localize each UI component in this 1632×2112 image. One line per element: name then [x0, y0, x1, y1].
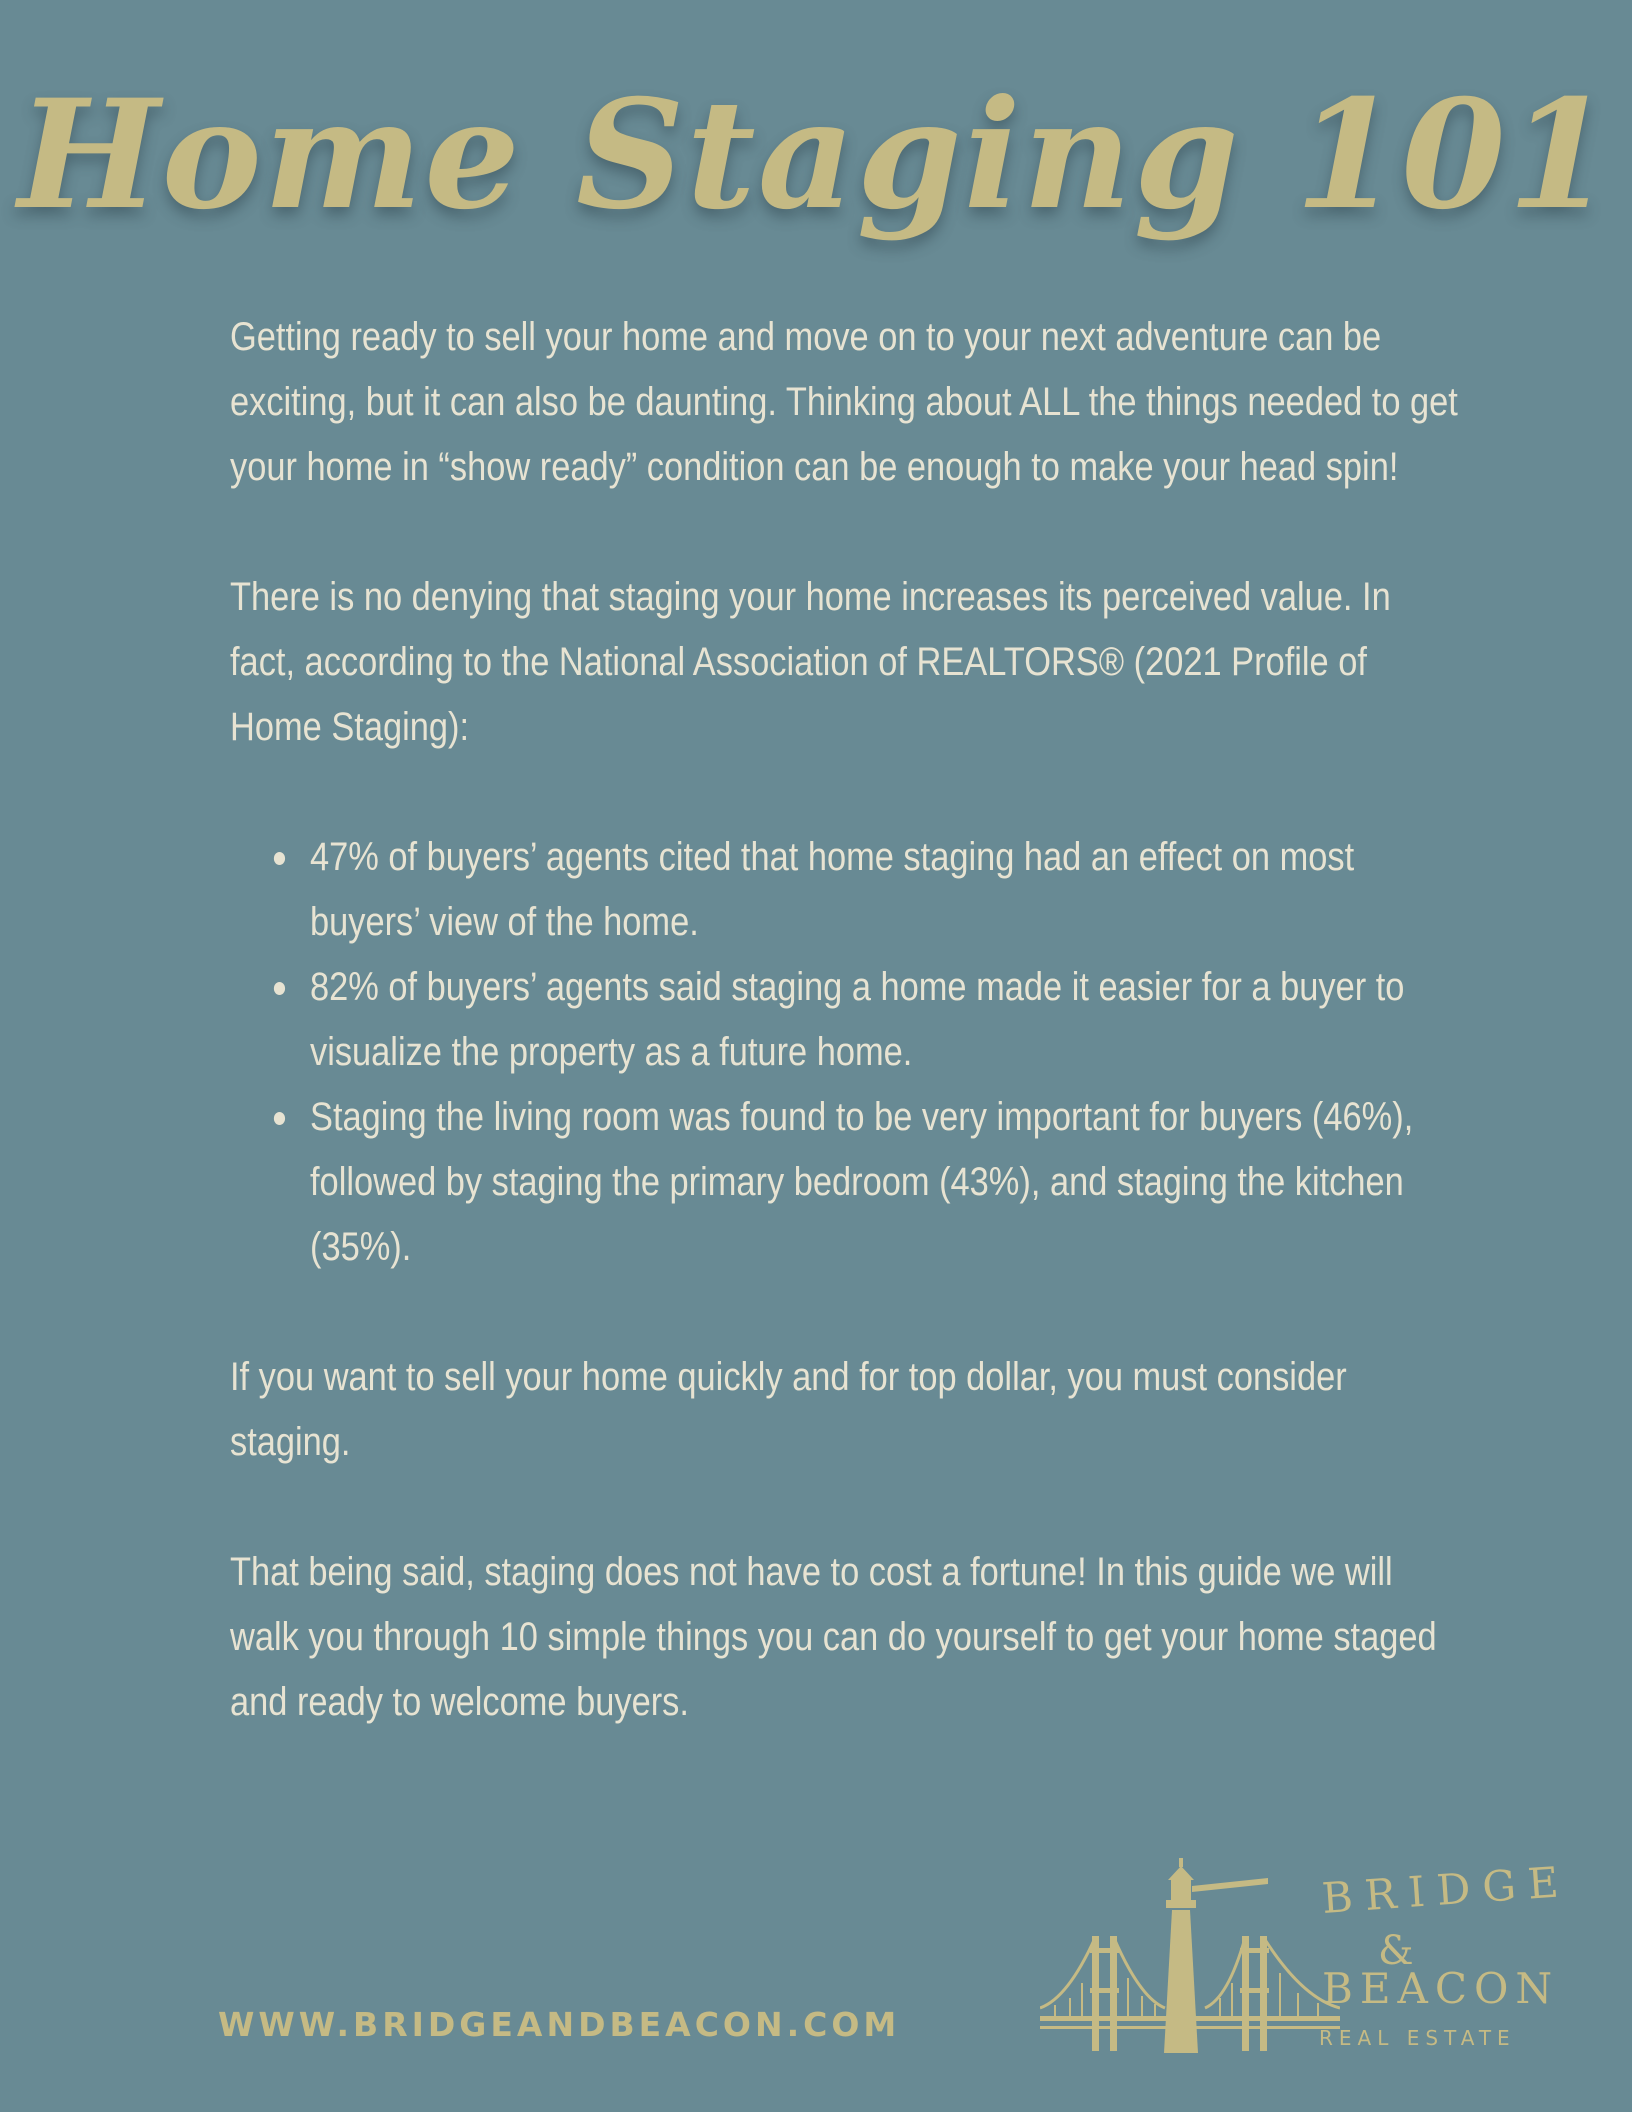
website-link[interactable]: WWW.BRIDGEANDBEACON.COM — [218, 2005, 901, 2044]
stats-list — [230, 825, 1460, 1280]
closing-paragraph: That being said, staging does not have to cost a fortune! In this guide we will walk you through 10 simple things you can do yourself to get your home staged and ready to welcome buyers. — [230, 1550, 1437, 1724]
list-item — [310, 825, 1462, 955]
list-item — [310, 1085, 1462, 1280]
logo-text-bridge: BRIDGE — [1320, 1856, 1573, 1923]
lighthouse-bridge-icon — [1040, 1848, 1340, 2058]
intro-paragraph: Getting ready to sell your home and move on to your next adventure can be exciting, but it can also be daunting. Thinking about ALL the things needed to get your home in “show ready” condition can be enough to make your head spin! — [230, 315, 1458, 489]
list-item-text: Staging the living room was found to be very important for buyers (46%), followed by staging the primary bedroom (43%), and staging the kitchen (35%). — [310, 1095, 1414, 1269]
list-item — [310, 955, 1462, 1085]
bullet-icon — [274, 1112, 285, 1125]
bullet-icon — [274, 982, 285, 995]
page-title: Home Staging 101 — [17, 67, 1615, 243]
body-content — [230, 305, 1460, 1800]
bullet-icon — [274, 852, 285, 865]
logo-text-real-estate: REAL ESTATE — [1319, 2026, 1516, 2050]
list-item-text: 47% of buyers’ agents cited that home staging had an effect on most buyers’ view of the home. — [310, 835, 1355, 944]
stats-intro-paragraph: There is no denying that staging your home increases its perceived value. In fact, according to the National Association of REALTORS® (2021 Profile of Home Staging): — [230, 575, 1391, 749]
logo-text-ampersand: & — [1378, 1928, 1414, 1974]
logo-text-beacon: BEACON — [1322, 1964, 1560, 2013]
conclusion-paragraph: If you want to sell your home quickly and for top dollar, you must consider staging. — [230, 1355, 1347, 1464]
list-item-text: 82% of buyers’ agents said staging a home made it easier for a buyer to visualize the property as a future home. — [310, 965, 1405, 1074]
brand-logo — [1040, 1848, 1573, 2058]
